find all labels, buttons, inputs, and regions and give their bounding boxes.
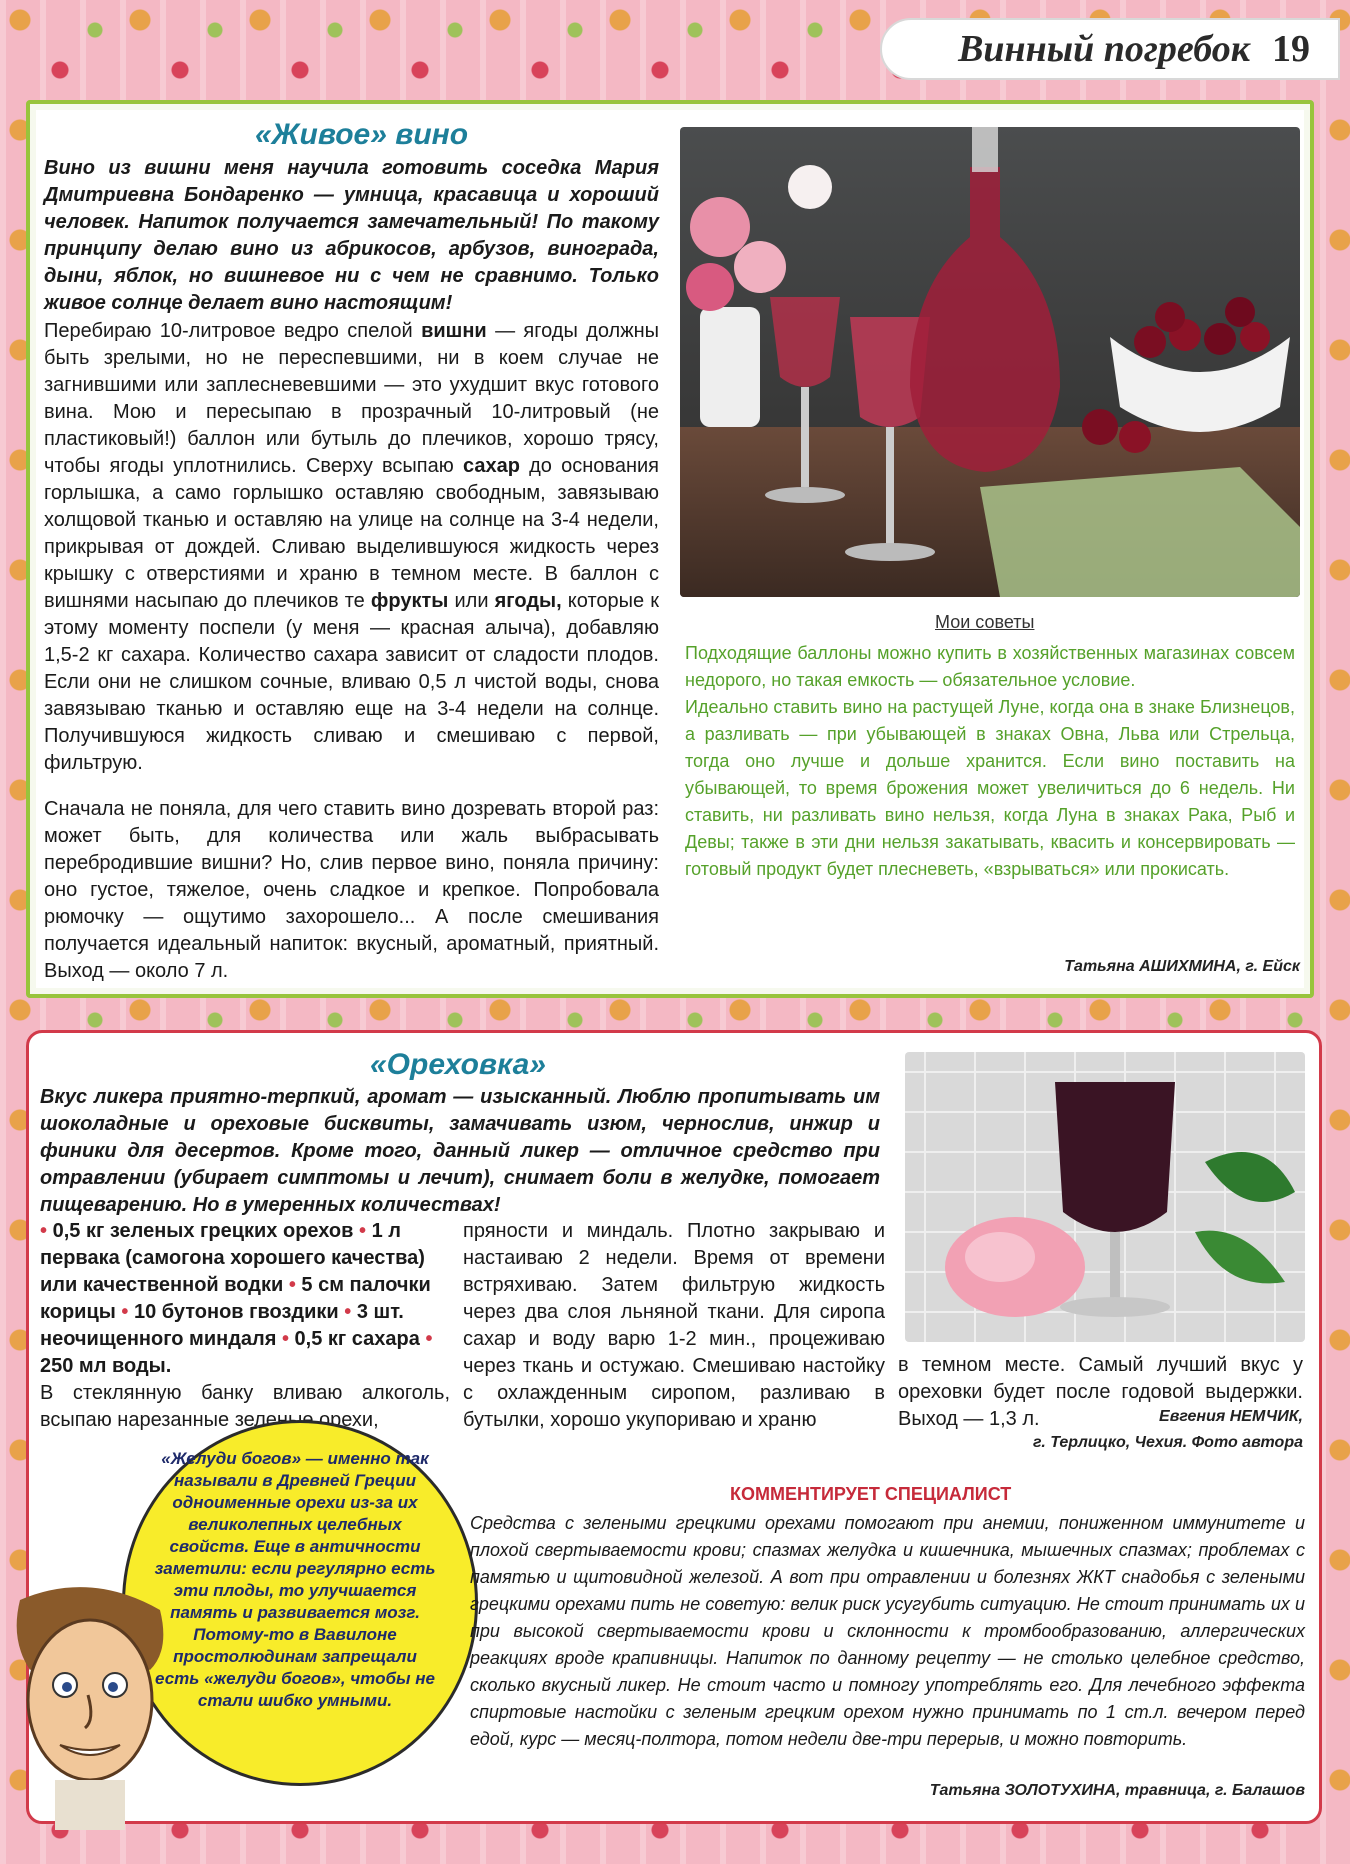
author-signature: Татьяна АШИХМИНА, г. Ейск <box>1064 958 1300 975</box>
ingredient: 5 см палочки корицы <box>40 1274 431 1323</box>
ingredient: 10 бутонов гвоздики <box>134 1301 339 1323</box>
article-title: «Живое» вино <box>255 118 469 151</box>
article-title-2: «Ореховка» <box>370 1048 546 1081</box>
page-header <box>880 18 1340 80</box>
tips-text: Подходящие баллоны можно купить в хозяйственных магазинах совсем недорого, но такая емкость — обязательное условие. Идеально ставить вино на растущей Луне, когда она в знаке Близнецов, а разливать — при убывающей в знаках Овна, Льва или Стрельца, тогда оно лучше и дольше хранится. Если вино поставить на убывающей, то время брожения может увеличиться до 6 недель. Ни ставить, ни разливать вино нельзя, когда Луна в знаках Рака, Рыб и Девы; также в эти дни нельзя закатывать, квасить и консервировать — готовый продукт будет плесневеть, «взрываться» или прокисать. <box>685 643 1295 879</box>
article-body: Перебираю 10-литровое ведро спелой вишни — ягоды должны быть зрелыми, но не переспевшими, ни в коем случае не загнившими или заплесневевшими — это ухудшит вкус готового вина. Мою и пересыпаю в прозрачный 10-литровый (не пластиковый!) баллон или бутыль до плечиков, хорошо трясу, чтобы ягоды уплотнились. Сверху всыпаю сахар до основания горлышка, а само горлышко оставляю свободным, завязываю холщовой тканью и оставляю на улице на солнце на 3-4 недели, прикрывая от дождей. Сливаю выделившуюся жидкость через крышку с отверстиями и храню в темном месте. В баллон с вишнями насыпаю до плечиков те фрукты или ягоды, которые к этому моменту поспели (у меня — красная алыча), добавляю 1,5-2 кг сахара. Количество сахара зависит от сладости плодов. Если они не слишком сочные, вливаю 0,5 л чистой воды, снова завязываю тканью и оставляю еще на 3-4 недели на солнце. Получившуюся жидкость сливаю и смешиваю с первой, фильтрую. <box>44 320 660 774</box>
recipe-column-2: пряности и миндаль. Плотно закрываю и настаиваю 2 недели. Время от времени встряхиваю. Затем фильтрую жидкость через два слоя льняной ткани. Для сиропа сахар и воду варю 1-2 мин., процеживаю через ткань и остужаю. Смешиваю настойку с охлажденным сиропом, разливаю в бутылки, хорошо укупориваю и храню <box>463 1220 885 1431</box>
highlight-berries: ягоды, <box>494 590 562 612</box>
highlight-cherry: вишни <box>421 320 487 342</box>
recipe-column-1: В стеклянную банку вливаю алкоголь, всыпаю нарезанные зеленые орехи, <box>40 1382 450 1431</box>
article-lead-2: Вкус ликера приятно-терпкий, аромат — изысканный. Люблю пропитывать им шоколадные и ореховые бисквиты, замачивать изюм, чернослив, инжир и финики для десертов. Кроме того, данный ликер — отличное средство при отравлении (убирает симптомы и лечит), снимает боли в желудке, помогает пищеварению. Но в умеренных количествах! <box>40 1086 880 1216</box>
ingredients-list: • 0,5 кг зеленых грецких орехов • 1 л первака (самогона хорошего качества) или качественной водки • 5 см палочки корицы • 10 бутонов гвоздики • 3 шт. неочищенного миндаля • 0,5 кг сахара • 250 мл воды. <box>40 1220 433 1377</box>
author-location-2: г. Терлицко, Чехия. Фото автора <box>1033 1434 1303 1451</box>
article-lead: Вино из вишни меня научила готовить соседка Мария Дмитриевна Бондаренко — умница, красавица и хороший человек. Напиток получается замечательный! По такому принципу делаю вино из абрикосов, арбузов, винограда, дыни, яблок, но вишневое ни с чем не сравнимо. Только живое солнце делает вино настоящим! <box>44 157 659 314</box>
specialist-text: Средства с зелеными грецкими орехами помогают при анемии, пониженном иммунитете и плохой свертываемости крови; спазмах желудка и кишечника, мышечных спазмах; проблемах с памятью и щитовидной железой. А вот при отравлении и болезнях ЖКТ снадобья с зелеными грецкими орехами пить не советую: велик риск усугубить ситуацию. Не стоит принимать их и при высокой свертываемости крови и склонности к тромбообразованию, аллергических реакциях вроде крапивницы. Напиток по данному рецепту — не столько целебное средство, сколько вкусный ликер. Не стоит часто и помногу употреблять его. Для лечебного эффекта спиртовые настойки с зеленым грецким орехом нужно принимать по 1 ст.л. вечером перед едой, курс — месяц-полтора, потом недели две-три перерыв, и можно повторить. <box>470 1513 1305 1749</box>
tips-title: Мои советы <box>935 612 1035 632</box>
highlight-sugar: сахар <box>462 455 520 477</box>
info-bubble-text: «Желуди богов» — именно так называли в Древней Греции одноименные орехи из-за их великолепных целебных свойств. Еще в античности заметили: если регулярно есть эти плоды, то улучшается память и развивается мозг. Потому-то в Вавилоне простолюдинам запрещали есть «желуди богов», чтобы не стали шибко умными. <box>154 1449 436 1710</box>
ingredient: 250 мл воды. <box>40 1355 172 1377</box>
article-body-2: Сначала не поняла, для чего ставить вино дозревать второй раз: может быть, для количества или жаль выбрасывать перебродившие вишни? Но, слив первое вино, поняла причину: оно густое, тяжелое, очень сладкое и крепкое. Попробовала рюмочку — ощутимо захорошело... А после смешивания получается идеальный напиток: вкусный, ароматный, приятный. Выход — около 7 л. <box>44 798 659 982</box>
highlight-fruit: фрукты <box>370 590 449 612</box>
specialist-title: КОММЕНТИРУЕТ СПЕЦИАЛИСТ <box>730 1484 1012 1504</box>
wine-photo <box>680 127 1300 597</box>
cartoon-professor <box>0 1580 180 1830</box>
page-number: 19 <box>1272 28 1310 70</box>
ingredient: 0,5 кг сахара <box>294 1328 420 1350</box>
section-title: Винный погребок <box>958 28 1250 70</box>
specialist-signature: Татьяна ЗОЛОТУХИНА, травница, г. Балашов <box>929 1782 1305 1799</box>
ingredient: 3 шт. неочищенного миндаля <box>40 1301 404 1350</box>
recipe-column-3: в темном месте. Самый лучший вкус у ореховки будет после годовой выдержки. Выход — 1,3 л. <box>898 1354 1303 1430</box>
ingredient: 0,5 кг зеленых грецких орехов <box>52 1220 354 1242</box>
liqueur-photo <box>905 1052 1305 1342</box>
ingredient: 1 л первака (самогона хорошего качества) или качественной водки <box>40 1220 425 1296</box>
author-signature-2: Евгения НЕМЧИК, <box>1159 1408 1303 1425</box>
